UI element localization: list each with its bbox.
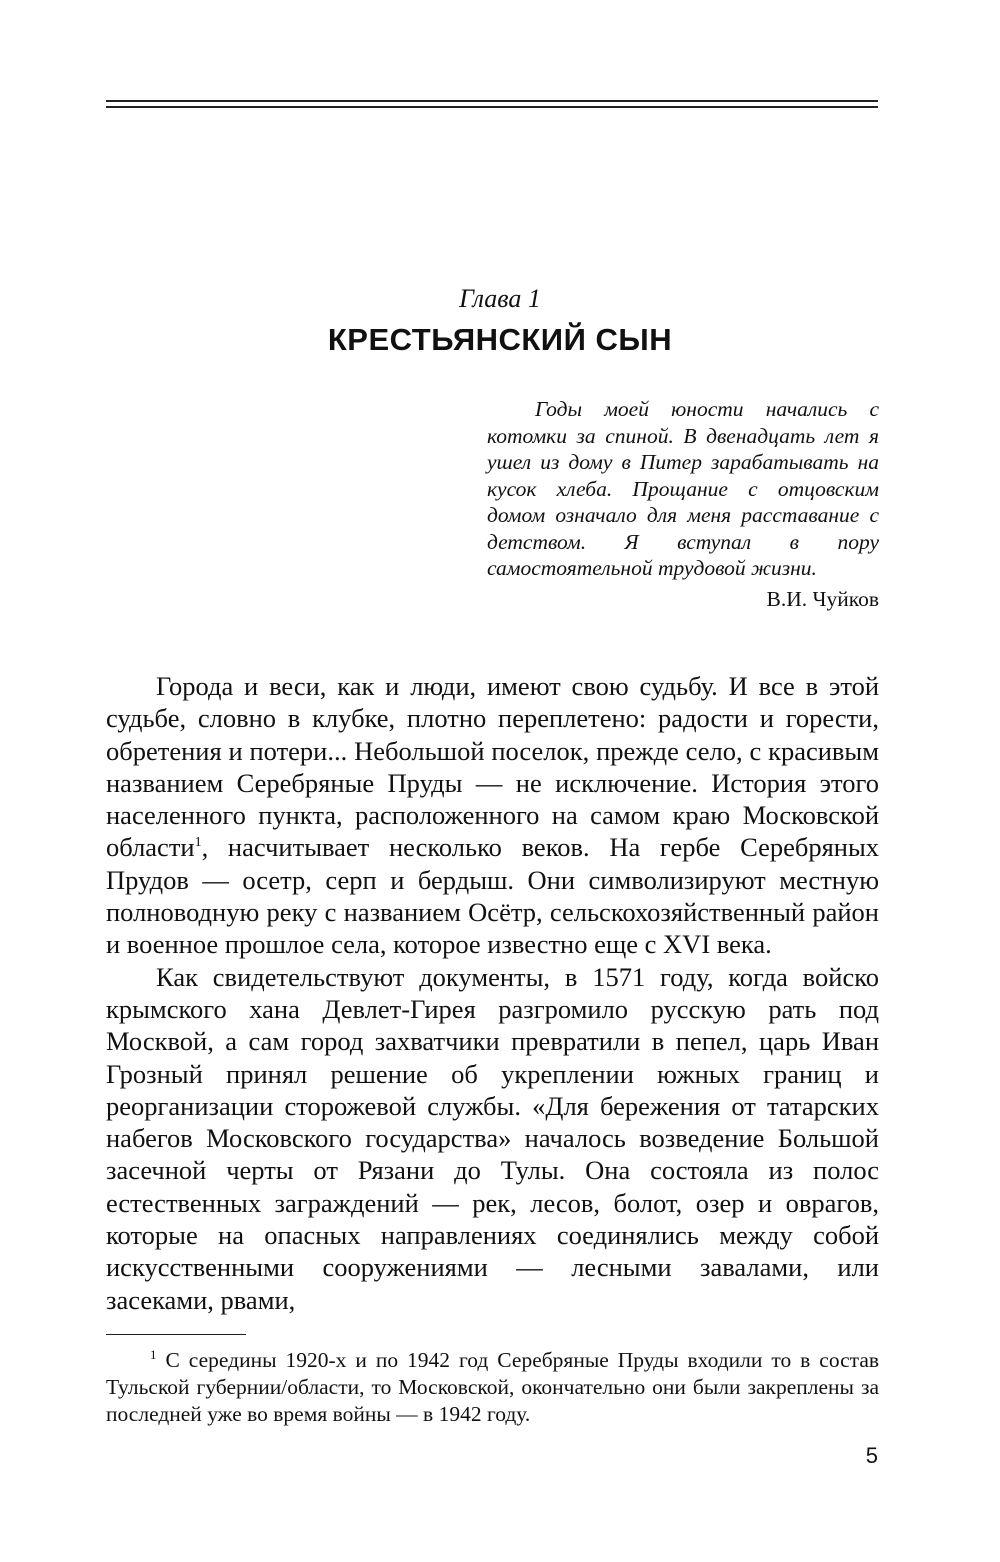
footnote-separator: [106, 1334, 246, 1335]
chapter-label: Глава 1: [459, 284, 541, 313]
main-text: [106, 670, 879, 1316]
epigraph-author: В.И. Чуйков: [766, 586, 879, 611]
footnote-number: 1: [150, 1346, 157, 1362]
epigraph: [487, 396, 879, 612]
paragraph-2: Как свидетельствуют документы, в 1571 году, когда войско крымского хана Девлет-Гирея разгромило русскую рать под Москвой, а сам город захватчики превратили в пепел, царь Иван Грозный принял решение об укреплении южных границ и реорганизации сторожевой службы. «Для бережения от татарских набегов Московского государства» началось возведение Большой засечной черты от Рязани до Тулы. Она состояла из полос естественных заграждений — рек, лесов, болот, озер и оврагов, которые на опасных направлениях соединялись между собой искусственными сооружениями — лесными завалами, или засеками, рвами,: [106, 961, 879, 1315]
chapter-title: КРЕСТЬЯНСКИЙ СЫН: [327, 322, 673, 357]
paragraph-1: [106, 670, 879, 961]
paragraph-1-text-end: , насчитывает несколько веков. На гербе Серебряных Прудов — осетр, серп и бердыш. Они символизируют местную полноводную реку с названием Осётр, сельскохозяйственный район и военное прошлое села, которое известно еще с XVI века.: [106, 832, 879, 960]
epigraph-text: Годы моей юности начались с котомки за спиной. В двенадцать лет я ушел из дому в Питер зарабатывать на кусок хлеба. Прощание с отцовским домом означало для меня расставание с детством. Я вступал в пору самостоятельной трудовой жизни.: [487, 397, 879, 580]
page-number: 5: [865, 1443, 878, 1468]
paragraph-1-text-start: Города и веси, как и люди, имеют свою судьбу. И все в этой судьбе, словно в клубке, плотно переплетено: радости и горести, обретения и потери... Небольшой поселок, прежде село, с красивым названием Серебряные Пруды — не исключение. История этого населенного пункта, расположенного на самом краю Московской области: [106, 671, 879, 863]
header-rule-bottom: [106, 106, 878, 108]
header-rule-top: [106, 100, 878, 102]
footnote-text: С середины 1920-х и по 1942 год Серебряные Пруды входили то в состав Тульской губернии/области, то Московской, окончательно они были закреплены за последней уже во время войны — в 1942 году.: [106, 1348, 880, 1426]
footnote-reference[interactable]: 1: [194, 835, 202, 851]
footnote: [106, 1347, 879, 1428]
